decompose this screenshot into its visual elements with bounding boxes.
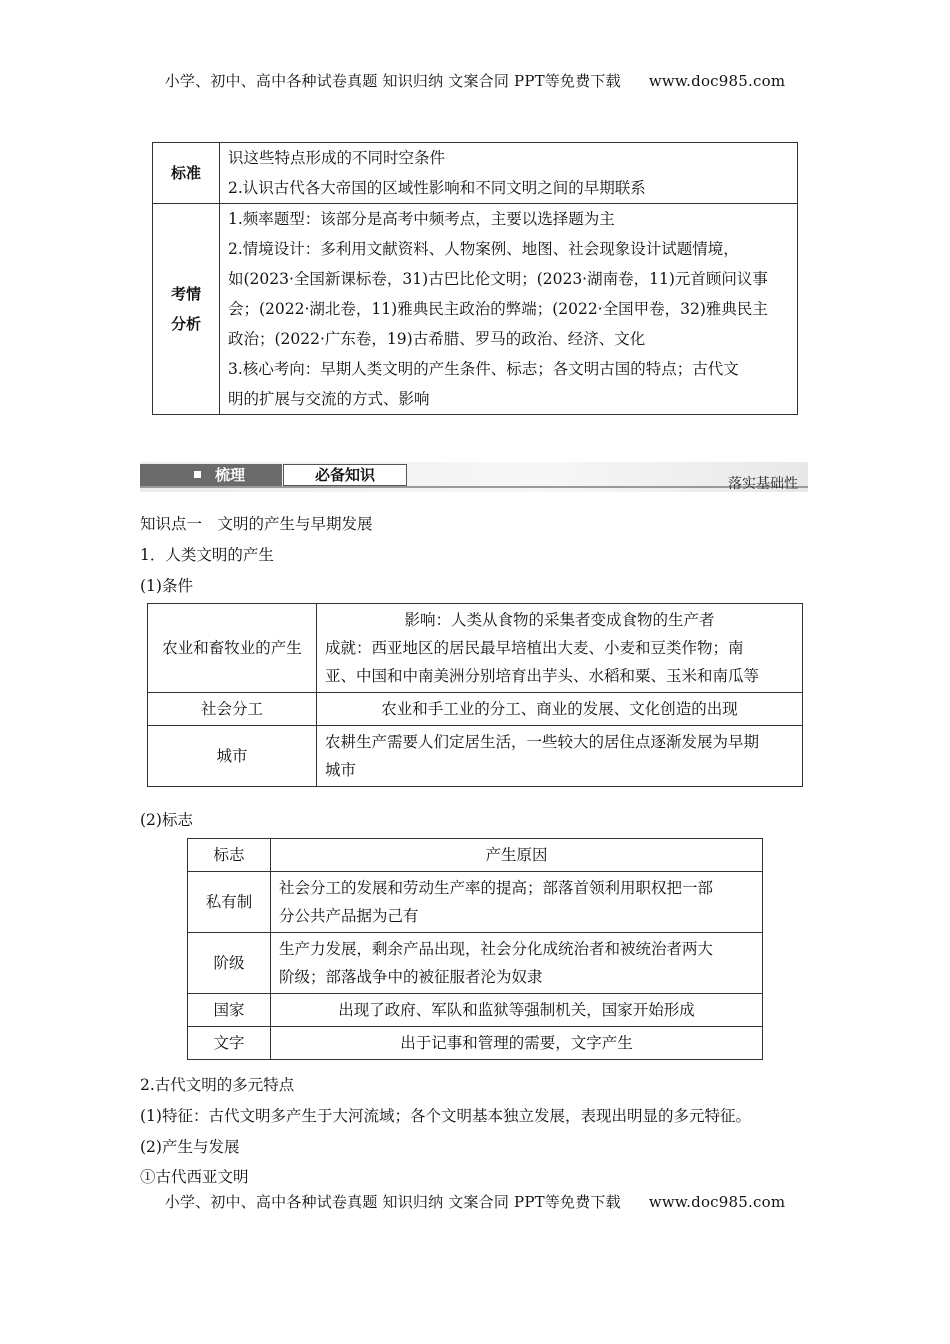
banner-right-label: 落实基础性 [728, 476, 798, 492]
table-row [153, 204, 798, 415]
footer-text: 小学、初中、高中各种试卷真题 知识归纳 文案合同 PPT等免费下载 [164, 1193, 621, 1211]
sign-reason: 出于记事和管理的需要，文字产生 [271, 1027, 763, 1060]
column-header: 标志 [188, 839, 271, 872]
condition-name: 农业和畜牧业的产生 [148, 604, 317, 693]
sign-reason [271, 872, 763, 933]
text-line: 影响：人类从食物的采集者变成食物的生产者 [404, 611, 715, 629]
sign-name: 国家 [188, 994, 271, 1027]
signs-table [187, 838, 763, 1060]
table-row [148, 604, 803, 693]
text-line: 2.情境设计：多利用文献资料、人物案例、地图、社会现象设计试题情境， [228, 240, 739, 258]
label-line: 分析 [170, 315, 201, 333]
sign-name: 阶级 [188, 933, 271, 994]
condition-detail: 农业和手工业的分工、商业的发展、文化创造的出现 [317, 693, 803, 726]
banner-subtitle: 必备知识 [283, 464, 407, 486]
header-text: 小学、初中、高中各种试卷真题 知识归纳 文案合同 PPT等免费下载 [164, 72, 621, 90]
conditions-table [147, 603, 803, 787]
page-header [0, 70, 950, 91]
table-row [148, 726, 803, 787]
condition-detail [317, 726, 803, 787]
table-row [188, 1027, 763, 1060]
section-banner [140, 462, 808, 492]
subheading-conditions: (1)条件 [140, 577, 193, 595]
header-site-link[interactable]: www.doc985.com [648, 72, 786, 90]
condition-name: 社会分工 [148, 693, 317, 726]
table-row [188, 933, 763, 994]
page-footer [0, 1191, 950, 1212]
text-line: 亚、中国和中南美洲分别培育出芋头、水稻和粟、玉米和南瓜等 [325, 667, 760, 685]
text-line: 如(2023·全国新课标卷，31)古巴比伦文明；(2023·湖南卷，11)元首顾问议事 [228, 270, 768, 288]
sign-name: 私有制 [188, 872, 271, 933]
sign-reason [271, 933, 763, 994]
footer-site-link[interactable]: www.doc985.com [648, 1193, 786, 1211]
banner-dark-block [140, 464, 282, 486]
text-line: 3.核心考向：早期人类文明的产生条件、标志；各文明古国的特点；古代文 [228, 360, 739, 378]
column-header: 产生原因 [271, 839, 763, 872]
heading-human-civilization: 1．人类文明的产生 [140, 546, 274, 564]
table-row [188, 872, 763, 933]
text-line: 社会分工的发展和劳动生产率的提高；部落首领利用职权把一部 [279, 879, 714, 897]
table-row [188, 994, 763, 1027]
condition-name: 城市 [148, 726, 317, 787]
subheading-signs: (2)标志 [140, 811, 193, 829]
text-line: 2.认识古代各大帝国的区域性影响和不同文明之间的早期联系 [228, 179, 646, 197]
sign-reason: 出现了政府、军队和监狱等强制机关，国家开始形成 [271, 994, 763, 1027]
standards-table [152, 142, 798, 415]
text-line: 阶级；部落战争中的被征服者沦为奴隶 [279, 968, 543, 986]
banner-title: 梳理 [215, 466, 246, 484]
text-line: 会；(2022·湖北卷，11)雅典民主政治的弊端；(2022·全国甲卷，32)雅典民主 [228, 300, 768, 318]
analysis-content [220, 204, 798, 415]
table-header-row [188, 839, 763, 872]
text-line: 城市 [325, 761, 357, 779]
sign-name: 文字 [188, 1027, 271, 1060]
paragraph-origin: (2)产生与发展 [140, 1138, 240, 1156]
text-line: 政治；(2022·广东卷，19)古希腊、罗马的政治、经济、文化 [228, 330, 646, 348]
row-label-standard: 标准 [153, 143, 220, 204]
row-label-analysis [153, 204, 220, 415]
text-line: 分公共产品据为己有 [279, 907, 419, 925]
square-bullet-icon [194, 471, 201, 478]
text-line: 明的扩展与交流的方式、影响 [228, 390, 430, 408]
text-line: 农耕生产需要人们定居生活，一些较大的居住点逐渐发展为早期 [325, 733, 760, 751]
heading-diversity: 2.古代文明的多元特点 [140, 1076, 295, 1094]
knowledge-point-heading: 知识点一 文明的产生与早期发展 [140, 515, 373, 533]
table-row [148, 693, 803, 726]
label-line: 考情 [170, 285, 201, 303]
text-line: 1.频率题型：该部分是高考中频考点，主要以选择题为主 [228, 210, 615, 228]
text-line: 识这些特点形成的不同时空条件 [228, 149, 446, 167]
paragraph-west-asia: ①古代西亚文明 [140, 1168, 249, 1186]
banner-divider [140, 486, 808, 488]
table-row [153, 143, 798, 204]
standard-content [220, 143, 798, 204]
text-line: 成就：西亚地区的居民最早培植出大麦、小麦和豆类作物；南 [325, 639, 744, 657]
condition-detail [317, 604, 803, 693]
text-line: 生产力发展，剩余产品出现，社会分化成统治者和被统治者两大 [279, 940, 714, 958]
paragraph-features: (1)特征：古代文明多产生于大河流域；各个文明基本独立发展，表现出明显的多元特征。 [140, 1107, 751, 1125]
